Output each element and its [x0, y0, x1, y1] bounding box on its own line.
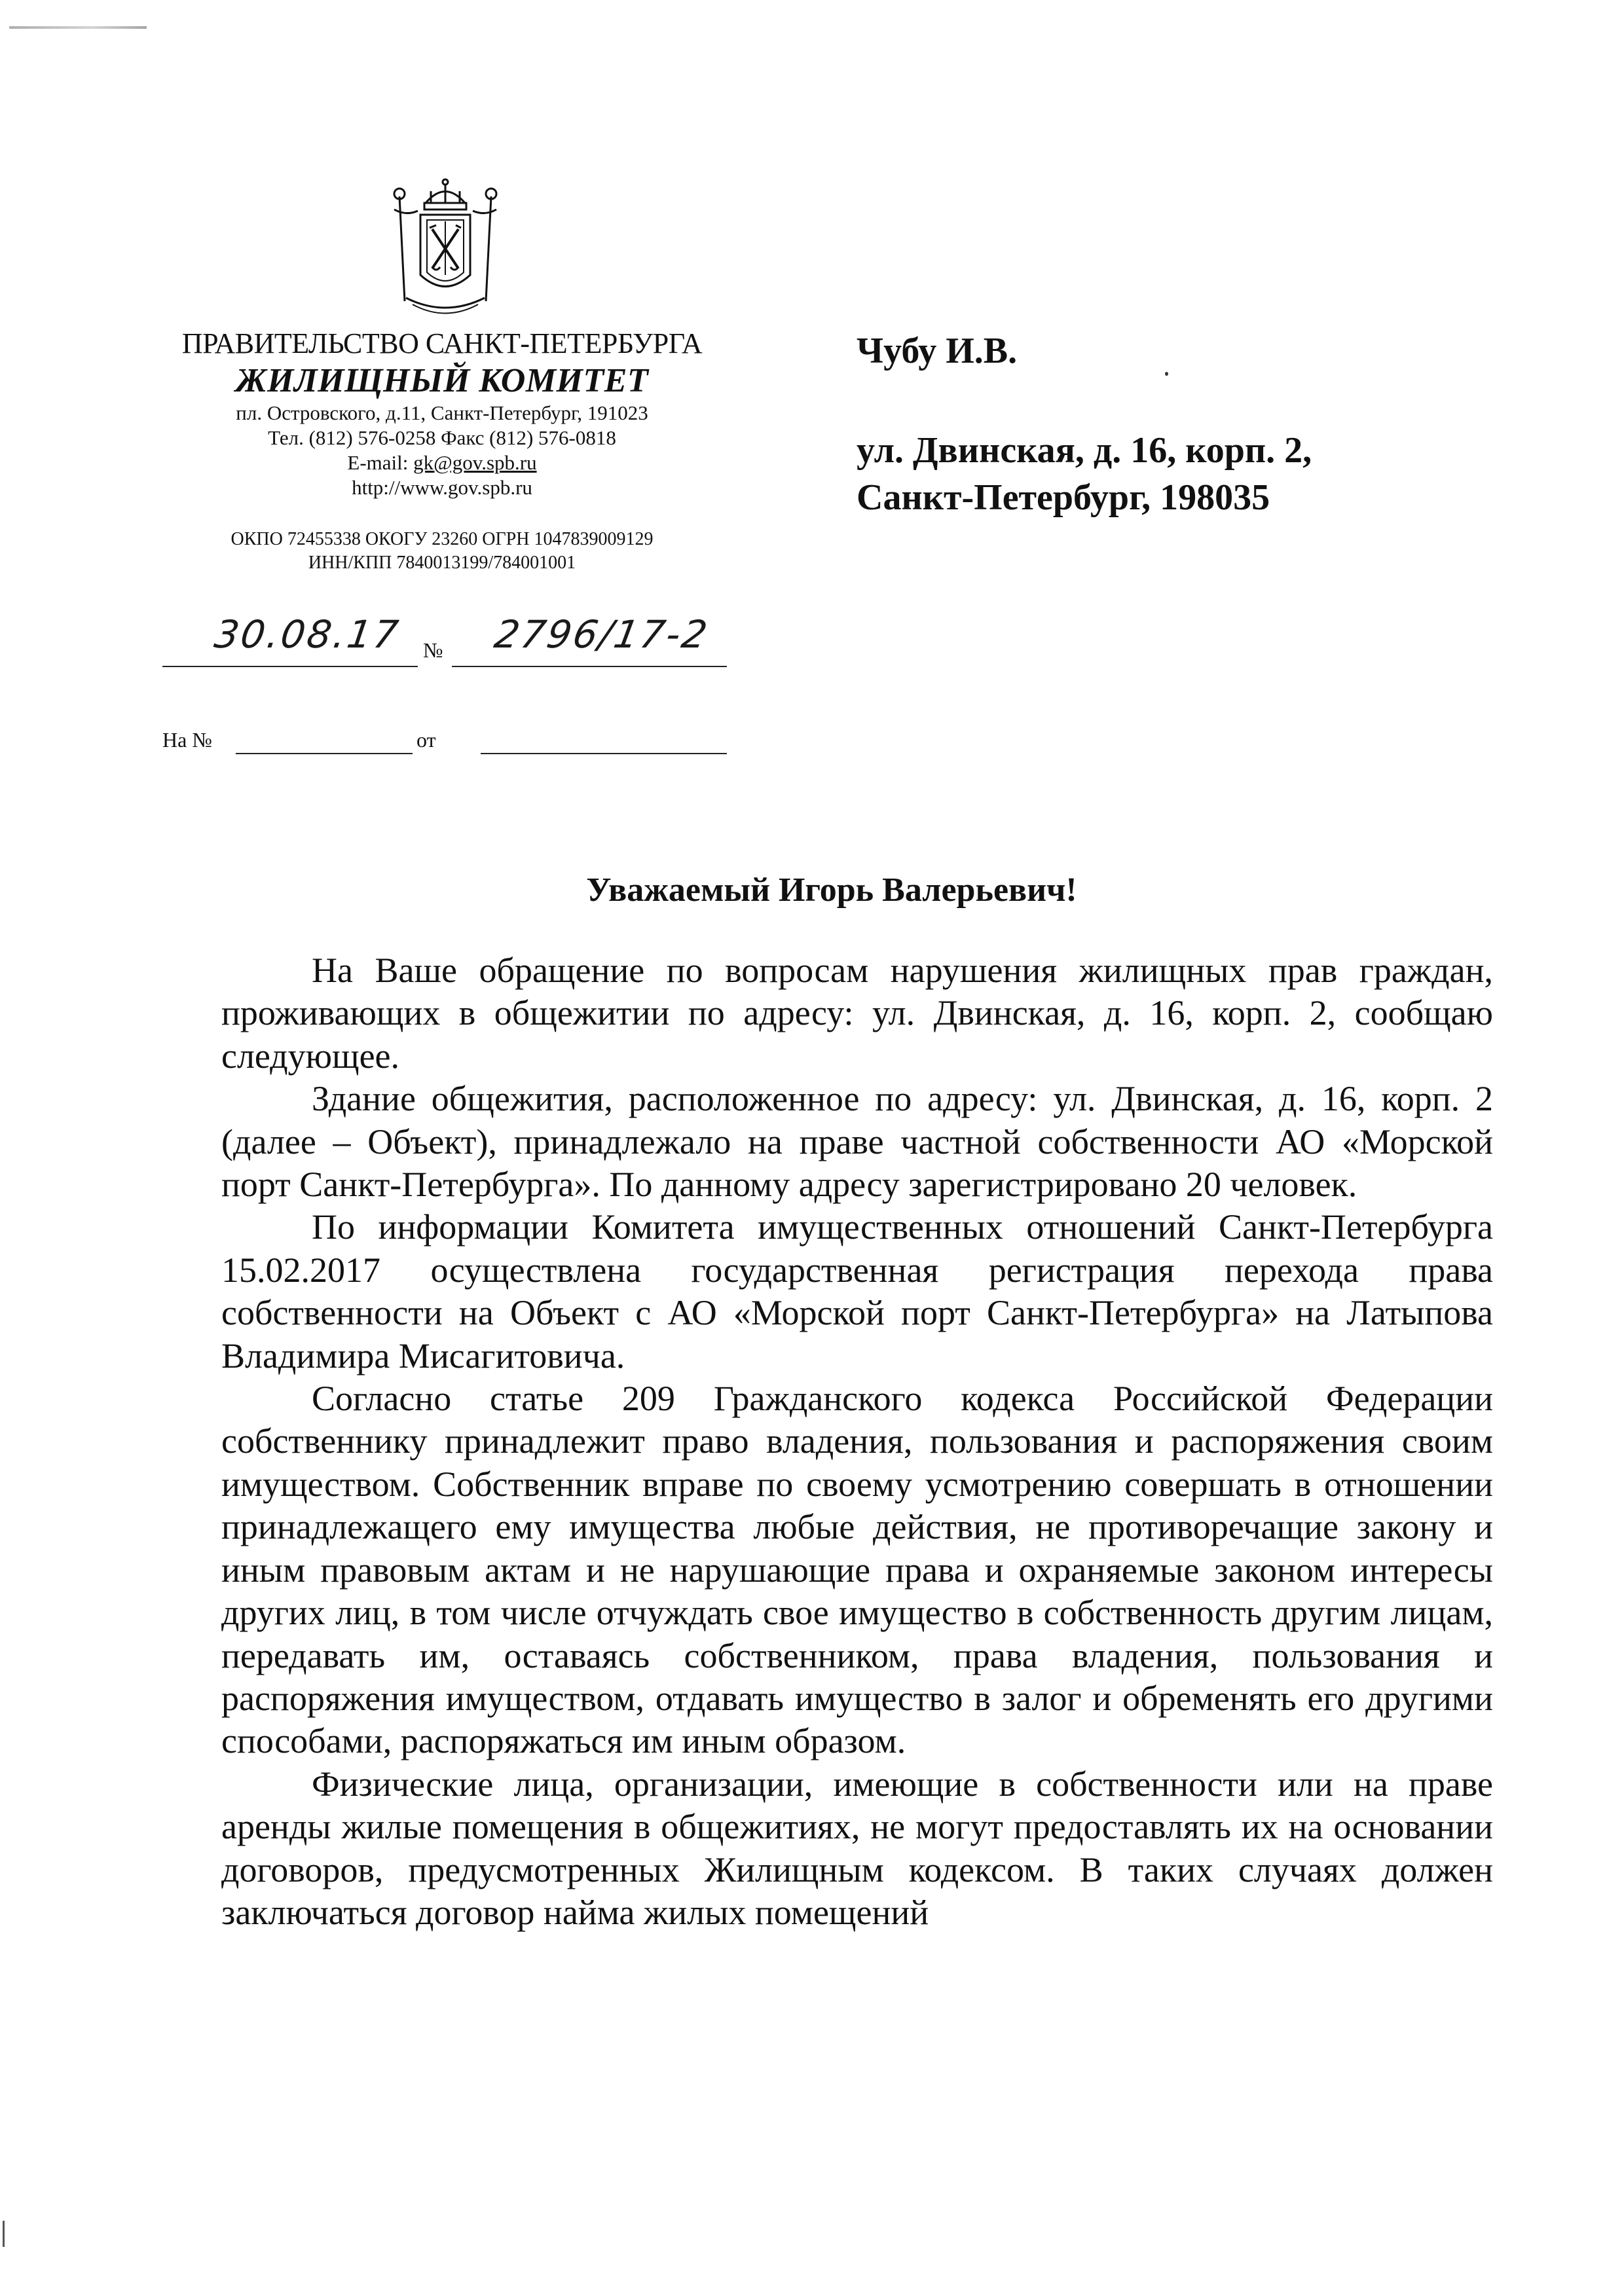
reply-from-label: от	[416, 728, 436, 752]
scan-speck	[1165, 372, 1168, 376]
addressee-street: ул. Двинская, д. 16, корп. 2,	[857, 430, 1312, 471]
addressee-city: Санкт-Петербург, 198035	[857, 477, 1270, 518]
reply-date-blank	[481, 753, 727, 754]
addressee-name: Чубу И.В.	[857, 331, 1018, 371]
email-link[interactable]: gk@gov.spb.ru	[413, 451, 537, 474]
paragraph: По информации Комитета имущественных отношений Санкт-Петербурга 15.02.2017 осуществлена государственная регистрация перехода права собственности на Объект с АО «Морской порт Санкт-Петербурга» на Латыпова Владимира Мисагитовича.	[221, 1207, 1493, 1376]
committee-name: ЖИЛИЩНЫЙ КОМИТЕТ	[235, 362, 649, 399]
number-label: №	[423, 638, 443, 662]
registration-codes	[164, 528, 720, 575]
reply-reference	[162, 728, 732, 761]
salutation: Уважаемый Игорь Валерьевич!	[586, 871, 1077, 909]
committee-phone-fax: Тел. (812) 576-0258 Факс (812) 576-0818	[268, 426, 616, 449]
scan-artifact-top	[9, 26, 147, 29]
addressee-block	[857, 327, 1312, 521]
codes-inn-kpp: ИНН/КПП 7840013199/784001001	[308, 553, 576, 573]
letter-body	[221, 949, 1493, 1934]
number-underline	[452, 666, 727, 667]
handwritten-number: 2796/17-2	[491, 612, 712, 657]
outgoing-registration	[162, 612, 732, 671]
scan-artifact-bottom	[3, 2221, 5, 2247]
paragraph: На Ваше обращение по вопросам нарушения жилищных прав граждан, проживающих в общежитии по адресу: ул. Двинская, д. 16, корп. 2, сообщаю следующее.	[221, 951, 1493, 1076]
codes-okpo-okogu-ogrn: ОКПО 72455338 ОКОГУ 23260 ОГРН 1047839009129	[231, 529, 654, 549]
reply-number-label: На №	[162, 728, 212, 752]
committee-website[interactable]: http://www.gov.spb.ru	[352, 476, 532, 499]
committee-email-row	[164, 450, 720, 475]
handwritten-date: 30.08.17	[212, 612, 403, 657]
government-name: ПРАВИТЕЛЬСТВО САНКТ-ПЕТЕРБУРГА	[181, 327, 703, 359]
spb-coat-of-arms-icon	[380, 177, 511, 321]
letterhead	[164, 326, 720, 575]
paragraph: Согласно статье 209 Гражданского кодекса Российской Федерации собственнику принадлежит право владения, пользования и распоряжения своим имуществом. Собственник вправе по своему усмотрению совершать в отношении принадлежащего ему имущества любые действия, не противоречащие закону и иным правовым актам и не нарушающие права и охраняемые законом интересы других лиц, в том числе отчуждать свое имущество в собственность другим лицам, передавать им, оставаясь собственником, права владения, пользования и распоряжения имуществом, отдавать имущество в залог и обременять его другими способами, распоряжаться им иным образом.	[221, 1379, 1493, 1761]
paragraph: Физические лица, организации, имеющие в собственности или на праве аренды жилые помещения в общежитиях, не могут предоставлять их на основании договоров, предусмотренных Жилищным кодексом. В таких случаях должен заключаться договор найма жилых помещений	[221, 1764, 1493, 1932]
email-label: E-mail:	[347, 451, 414, 474]
date-underline	[162, 666, 418, 667]
committee-address: пл. Островского, д.11, Санкт-Петербург, 191023	[236, 401, 648, 424]
reply-number-blank	[236, 753, 413, 754]
paragraph: Здание общежития, расположенное по адресу: ул. Двинская, д. 16, корп. 2 (далее – Объект), принадлежало на праве частной собственности АО «Морской порт Санкт-Петербурга». По данному адресу зарегистрировано 20 человек.	[221, 1079, 1493, 1205]
